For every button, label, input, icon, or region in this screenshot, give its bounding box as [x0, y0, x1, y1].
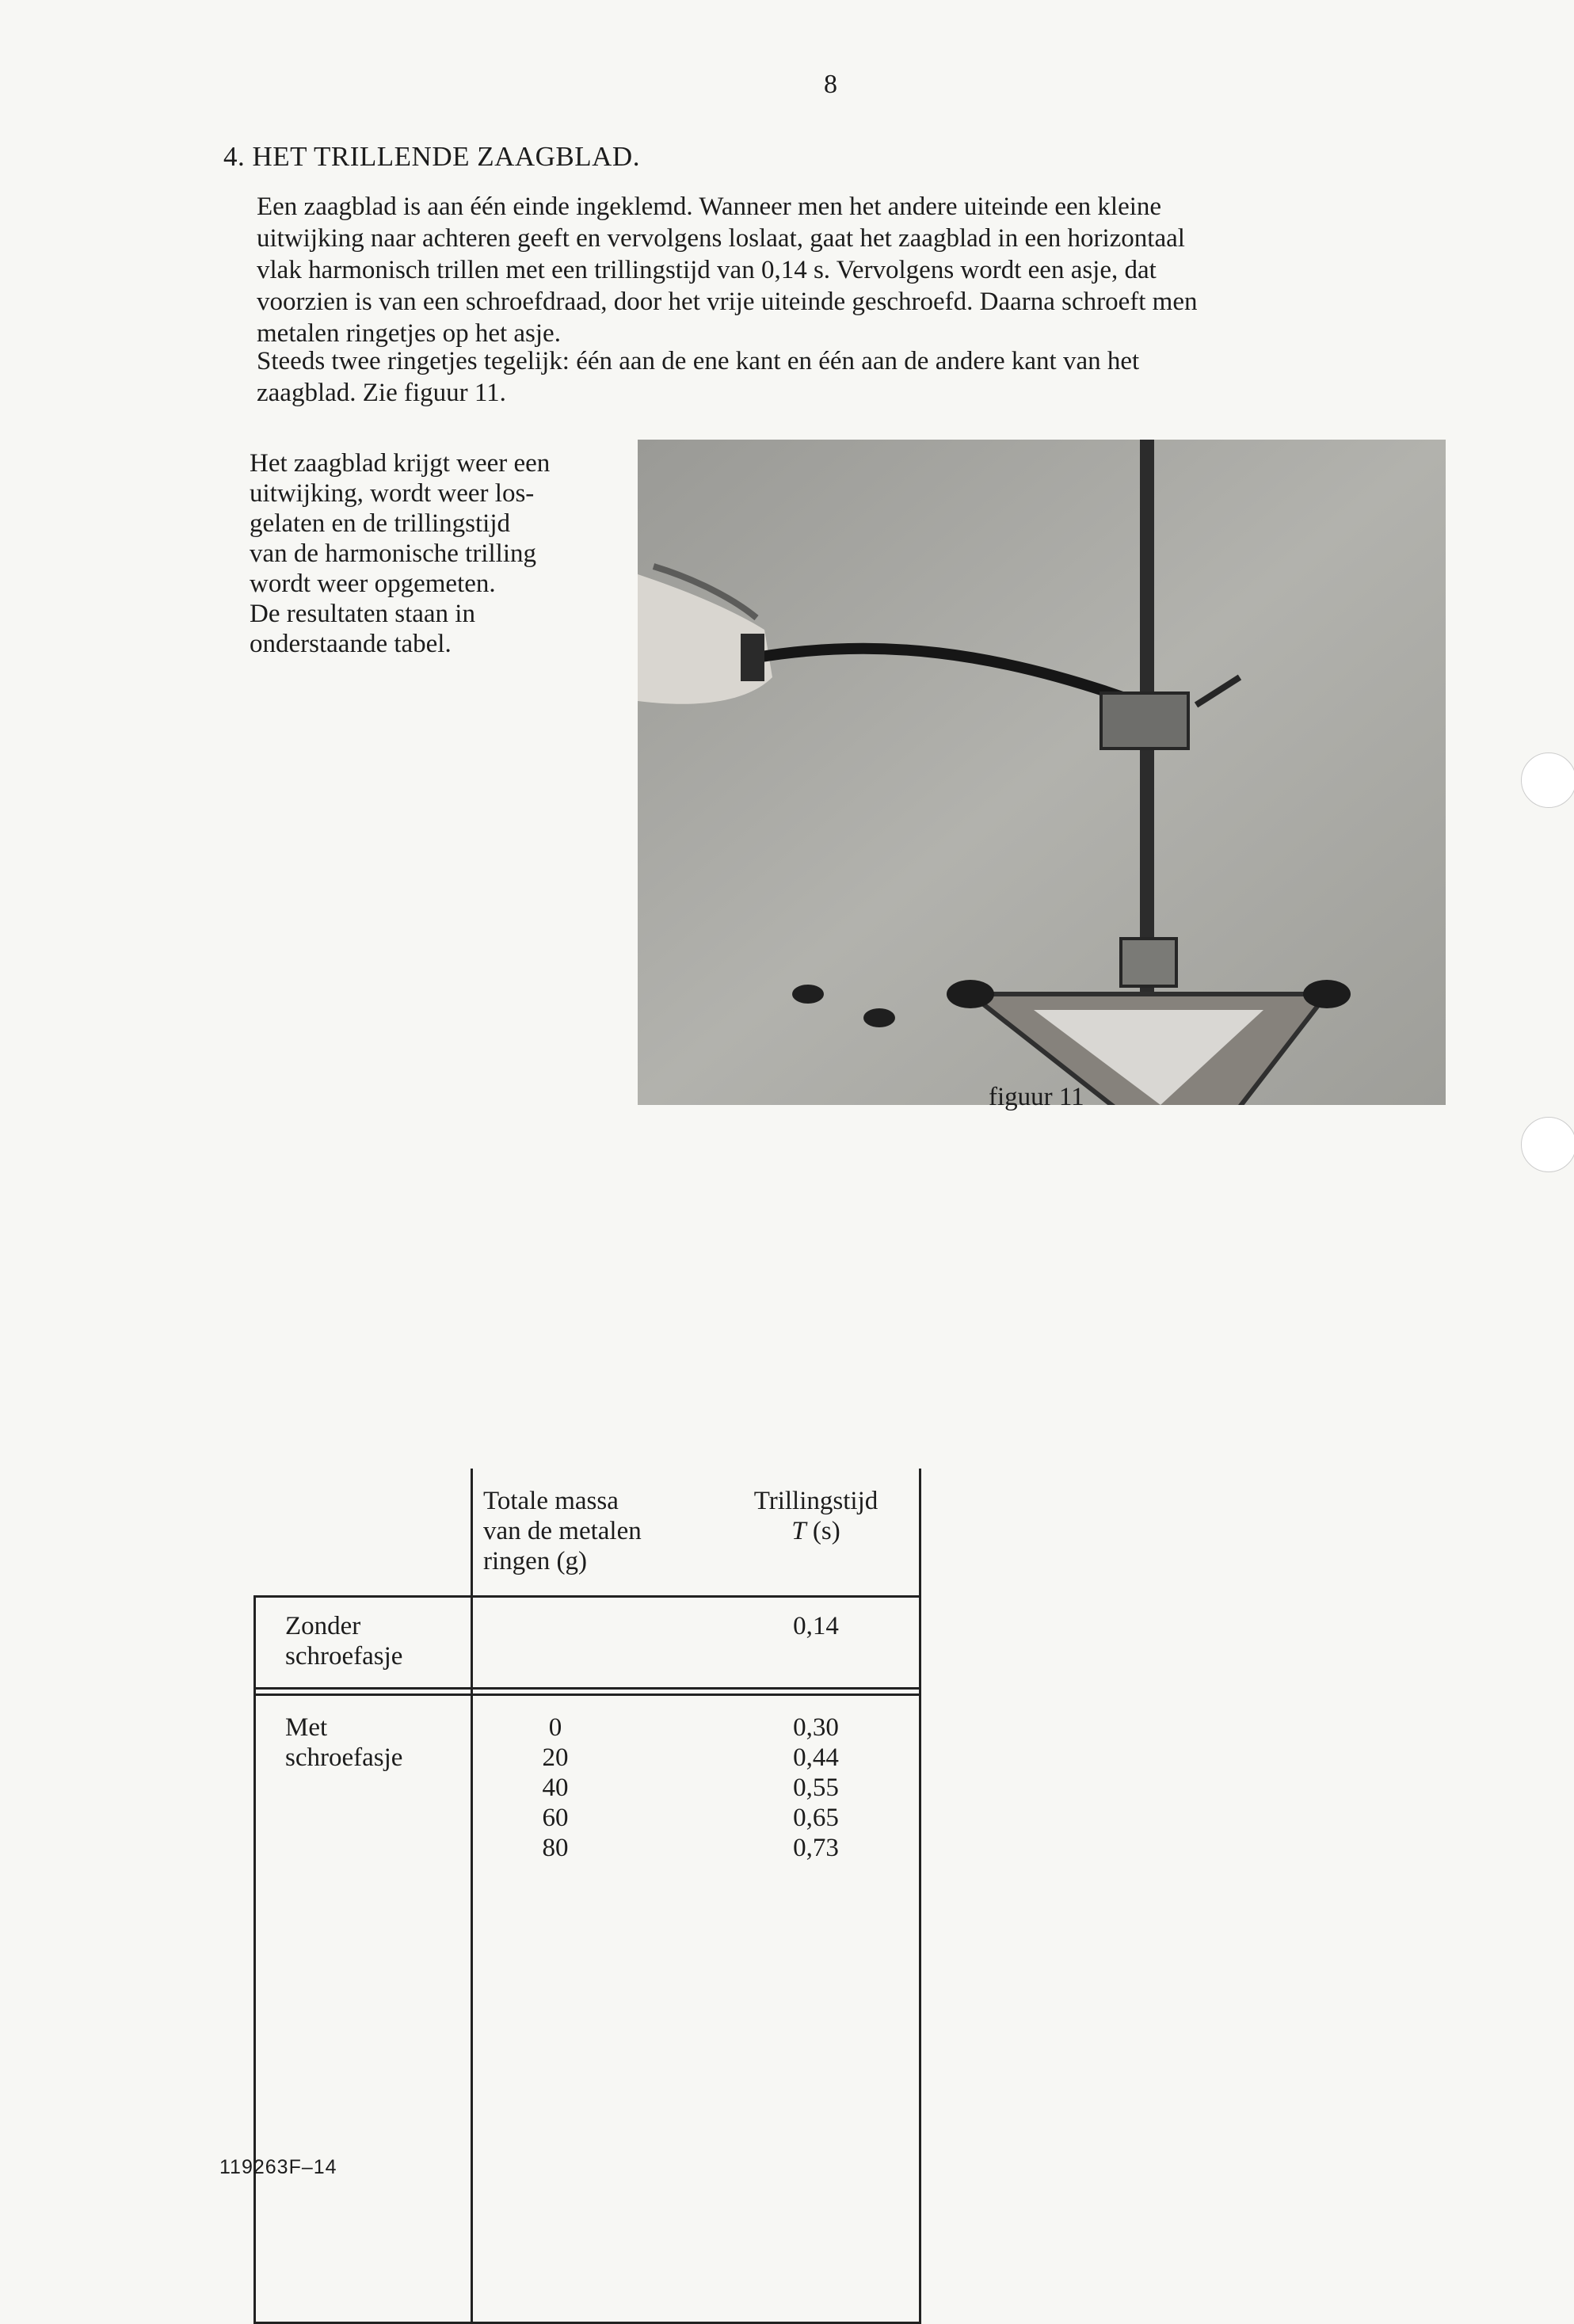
- side-line: De resultaten staan in: [250, 600, 475, 628]
- row-zonder-period: 0,14: [793, 1612, 839, 1640]
- intro-line: vlak harmonisch trillen met een trillingstijd van 0,14 s. Vervolgens wordt een asje, dat: [257, 256, 1157, 284]
- mass-value: 40: [542, 1773, 569, 1802]
- ring-2: [863, 1008, 895, 1027]
- left-knob: [947, 980, 994, 1008]
- header-period: Trillingstijd T (s): [753, 1487, 878, 1545]
- rings-line: Steeds twee ringetjes tegelijk: één aan de ene kant en één aan de andere kant van het: [257, 347, 1140, 375]
- met-masses-column: [520, 1713, 591, 1863]
- mass-value: 20: [542, 1743, 569, 1772]
- intro-line: voorzien is van een schroefdraad, door het vrije uiteinde geschroefd. Daarna schroeft men: [257, 288, 1198, 316]
- figure-caption: figuur 11: [989, 1083, 1084, 1111]
- table-line: [253, 1693, 921, 1696]
- intro-line: metalen ringetjes op het asje.: [257, 319, 561, 348]
- side-line: wordt weer opgemeten.: [250, 570, 496, 598]
- intro-line: Een zaagblad is aan één einde ingeklemd. Wanneer men het andere uiteinde een kleine: [257, 192, 1162, 221]
- table-line: [253, 1687, 921, 1690]
- mass-value: 60: [542, 1804, 569, 1832]
- section-heading: 4. HET TRILLENDE ZAAGBLAD.: [223, 141, 640, 172]
- period-value: 0,55: [793, 1773, 839, 1802]
- row-zonder-label: Zonder schroefasje: [285, 1612, 403, 1671]
- header-mass: Totale massa van de metalen ringen (g): [483, 1487, 642, 1575]
- side-paragraph: [250, 448, 614, 659]
- right-knob: [1303, 980, 1351, 1008]
- intro-line: uitwijking naar achteren geeft en vervolgens loslaat, gaat het zaagblad in een horizontaal: [257, 224, 1185, 253]
- side-line: gelaten en de trillingstijd: [250, 509, 511, 538]
- page-number: 8: [824, 70, 837, 99]
- period-value: 0,73: [793, 1834, 839, 1862]
- period-value: 0,65: [793, 1804, 839, 1832]
- table-line: [253, 1595, 256, 2324]
- punch-hole: [1521, 752, 1574, 808]
- rings-line: zaagblad. Zie figuur 11.: [257, 379, 506, 407]
- met-periods-column: [721, 1713, 911, 1863]
- ring-1: [792, 985, 824, 1004]
- row-met-label: Met schroefasje: [285, 1713, 403, 1772]
- period-value: 0,30: [793, 1713, 839, 1742]
- side-line: Het zaagblad krijgt weer een: [250, 449, 551, 478]
- lower-clamp: [1121, 939, 1176, 986]
- apparatus-illustration: [638, 440, 1446, 1105]
- apparatus-photo: [638, 440, 1446, 1105]
- side-line: onderstaande tabel.: [250, 630, 452, 658]
- punch-hole: [1521, 1117, 1574, 1172]
- side-line: van de harmonische trilling: [250, 539, 536, 568]
- mass-value: 0: [548, 1713, 562, 1742]
- side-line: uitwijking, wordt weer los-: [250, 479, 535, 508]
- rings-paragraph: [257, 345, 1429, 409]
- period-value: 0,44: [793, 1743, 839, 1772]
- intro-paragraph: [257, 191, 1429, 349]
- table-line: [253, 1595, 921, 1598]
- mass-value: 80: [542, 1834, 569, 1862]
- screw-axle: [741, 634, 764, 681]
- clamp-block: [1101, 693, 1188, 749]
- results-table: [253, 1469, 921, 2324]
- document-code: 119263F–14: [219, 2156, 337, 2178]
